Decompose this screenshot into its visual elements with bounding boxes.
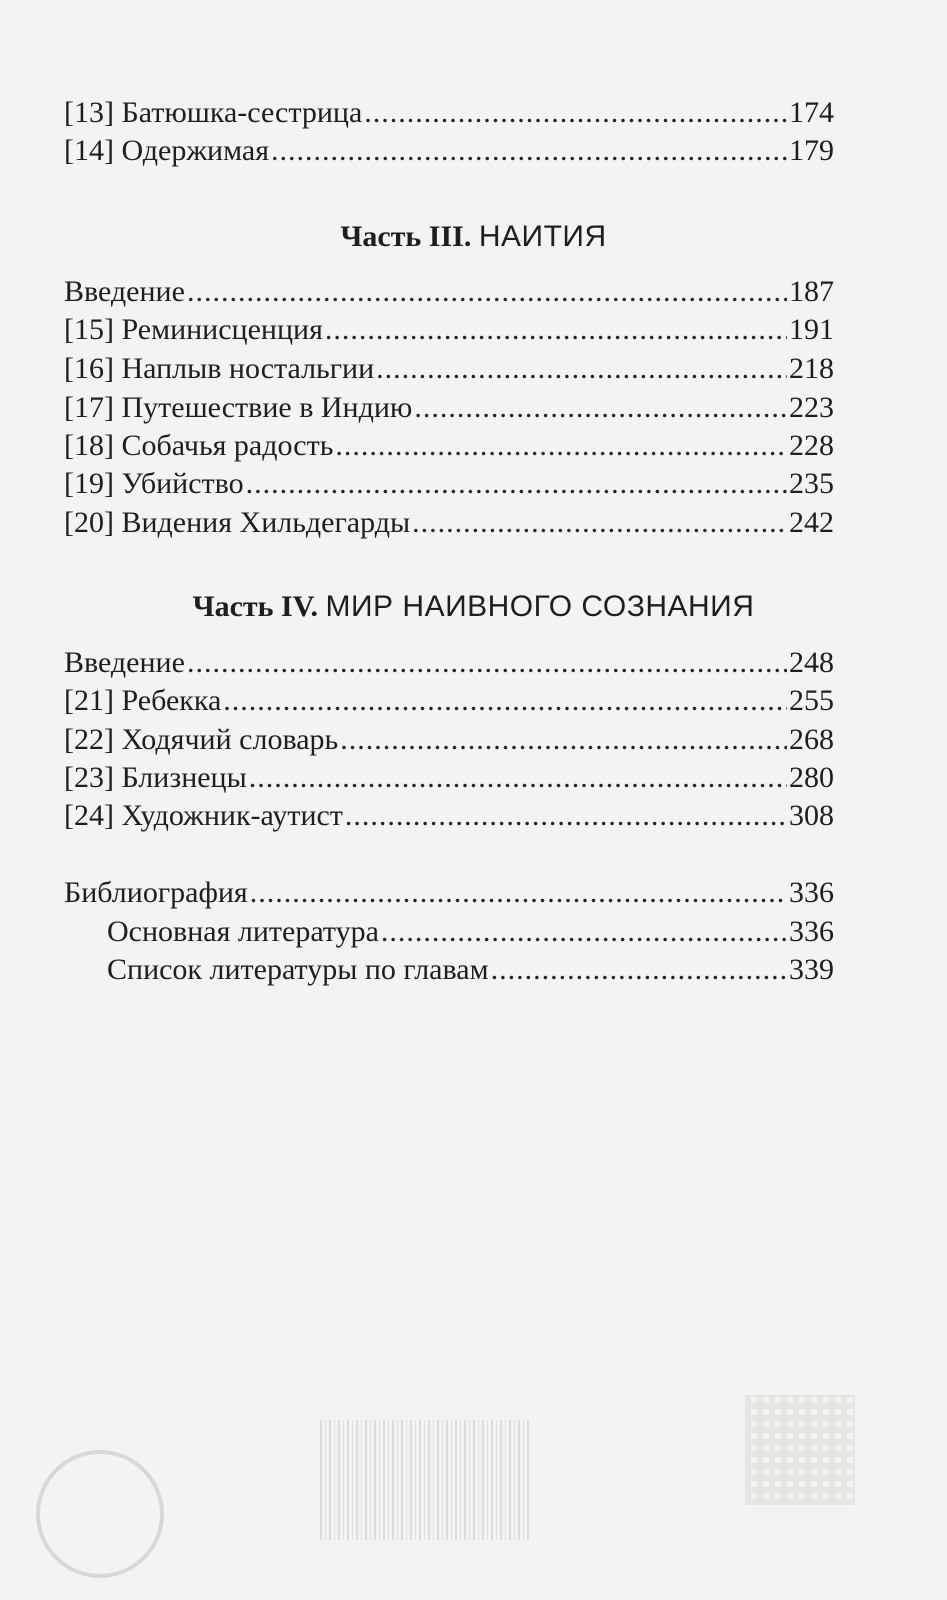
part-title: НАИТИЯ xyxy=(478,220,607,253)
part-title: МИР НАИВНОГО СОЗНАНИЯ xyxy=(325,590,755,623)
toc-entry xyxy=(64,682,834,720)
dot-leader xyxy=(223,682,787,720)
toc-entry xyxy=(64,797,834,835)
toc-entry-title: Библиография xyxy=(64,876,248,909)
dot-leader xyxy=(187,273,787,311)
toc-entry-page: 336 xyxy=(789,915,834,948)
dot-leader xyxy=(271,132,787,170)
toc-entry-page: 179 xyxy=(789,134,834,167)
barcode-show-through xyxy=(320,1420,530,1540)
part-prefix: Часть IV. xyxy=(192,590,318,623)
toc-entry-page: 174 xyxy=(789,96,834,129)
toc-entry-title: [20] Видения Хильдегарды xyxy=(64,506,411,539)
toc-entry-page: 242 xyxy=(789,506,834,539)
dot-leader xyxy=(325,311,787,349)
dot-leader xyxy=(246,465,787,503)
toc-entry-page: 336 xyxy=(789,876,834,909)
qr-show-through xyxy=(745,1395,855,1505)
toc-entry-title: [22] Ходячий словарь xyxy=(64,723,339,756)
toc-entry-title: Введение xyxy=(64,275,185,308)
toc-entry xyxy=(64,427,834,465)
toc-entry xyxy=(64,350,834,388)
toc-entry xyxy=(64,465,834,503)
toc-entry-page: 223 xyxy=(789,391,834,424)
toc-entry-page: 255 xyxy=(789,684,834,717)
dot-leader xyxy=(249,759,787,797)
toc-entry-title: Основная литература xyxy=(107,915,379,948)
dot-leader xyxy=(364,94,787,132)
toc-entry-title: [21] Ребекка xyxy=(64,684,222,717)
toc-entry xyxy=(64,132,834,170)
toc-entry xyxy=(64,504,834,542)
toc-entry-title: [24] Художник-аутист xyxy=(64,799,343,832)
toc-entry-page: 187 xyxy=(789,275,834,308)
dot-leader xyxy=(381,913,787,951)
toc-subentry xyxy=(107,913,834,951)
toc-entry-title: [19] Убийство xyxy=(64,467,244,500)
dot-leader xyxy=(412,504,787,542)
toc-entry-title: [23] Близнецы xyxy=(64,761,247,794)
dot-leader xyxy=(340,721,787,759)
part-heading xyxy=(0,588,947,626)
part-prefix: Часть III. xyxy=(340,220,472,253)
dot-leader xyxy=(250,874,787,912)
toc-entry-page: 235 xyxy=(789,467,834,500)
toc-entry-page: 280 xyxy=(789,761,834,794)
toc-subentry xyxy=(107,951,834,989)
dot-leader xyxy=(335,427,787,465)
toc-entry-title: [13] Батюшка-сестрица xyxy=(64,96,363,129)
toc-entry-title: Введение xyxy=(64,646,185,679)
toc-entry-page: 339 xyxy=(789,953,834,986)
toc-entry-title: Список литературы по главам xyxy=(107,953,489,986)
toc-entry xyxy=(64,721,834,759)
toc-entry xyxy=(64,311,834,349)
toc-entry xyxy=(64,759,834,797)
dot-leader xyxy=(491,951,787,989)
toc-entry-page: 248 xyxy=(789,646,834,679)
toc-entry-title: [18] Собачья радость xyxy=(64,429,334,462)
dot-leader xyxy=(376,350,787,388)
age-rating-show-through xyxy=(36,1450,164,1578)
toc-entry-page: 228 xyxy=(789,429,834,462)
toc-entry-title: [16] Наплыв ностальгии xyxy=(64,352,375,385)
toc-entry-title: [17] Путешествие в Индию xyxy=(64,391,413,424)
dot-leader xyxy=(414,389,787,427)
part-heading xyxy=(0,218,947,256)
toc-entry xyxy=(64,94,834,132)
dot-leader xyxy=(187,644,787,682)
toc-entry-page: 308 xyxy=(789,799,834,832)
dot-leader xyxy=(345,797,787,835)
toc-entry-title: [15] Реминисценция xyxy=(64,313,323,346)
toc-entry-page: 191 xyxy=(789,313,834,346)
toc-entry-page: 268 xyxy=(789,723,834,756)
toc-entry xyxy=(64,874,834,912)
toc-entry xyxy=(64,273,834,311)
toc-entry-page: 218 xyxy=(789,352,834,385)
toc-entry xyxy=(64,644,834,682)
toc-entry-title: [14] Одержимая xyxy=(64,134,270,167)
toc-entry xyxy=(64,389,834,427)
